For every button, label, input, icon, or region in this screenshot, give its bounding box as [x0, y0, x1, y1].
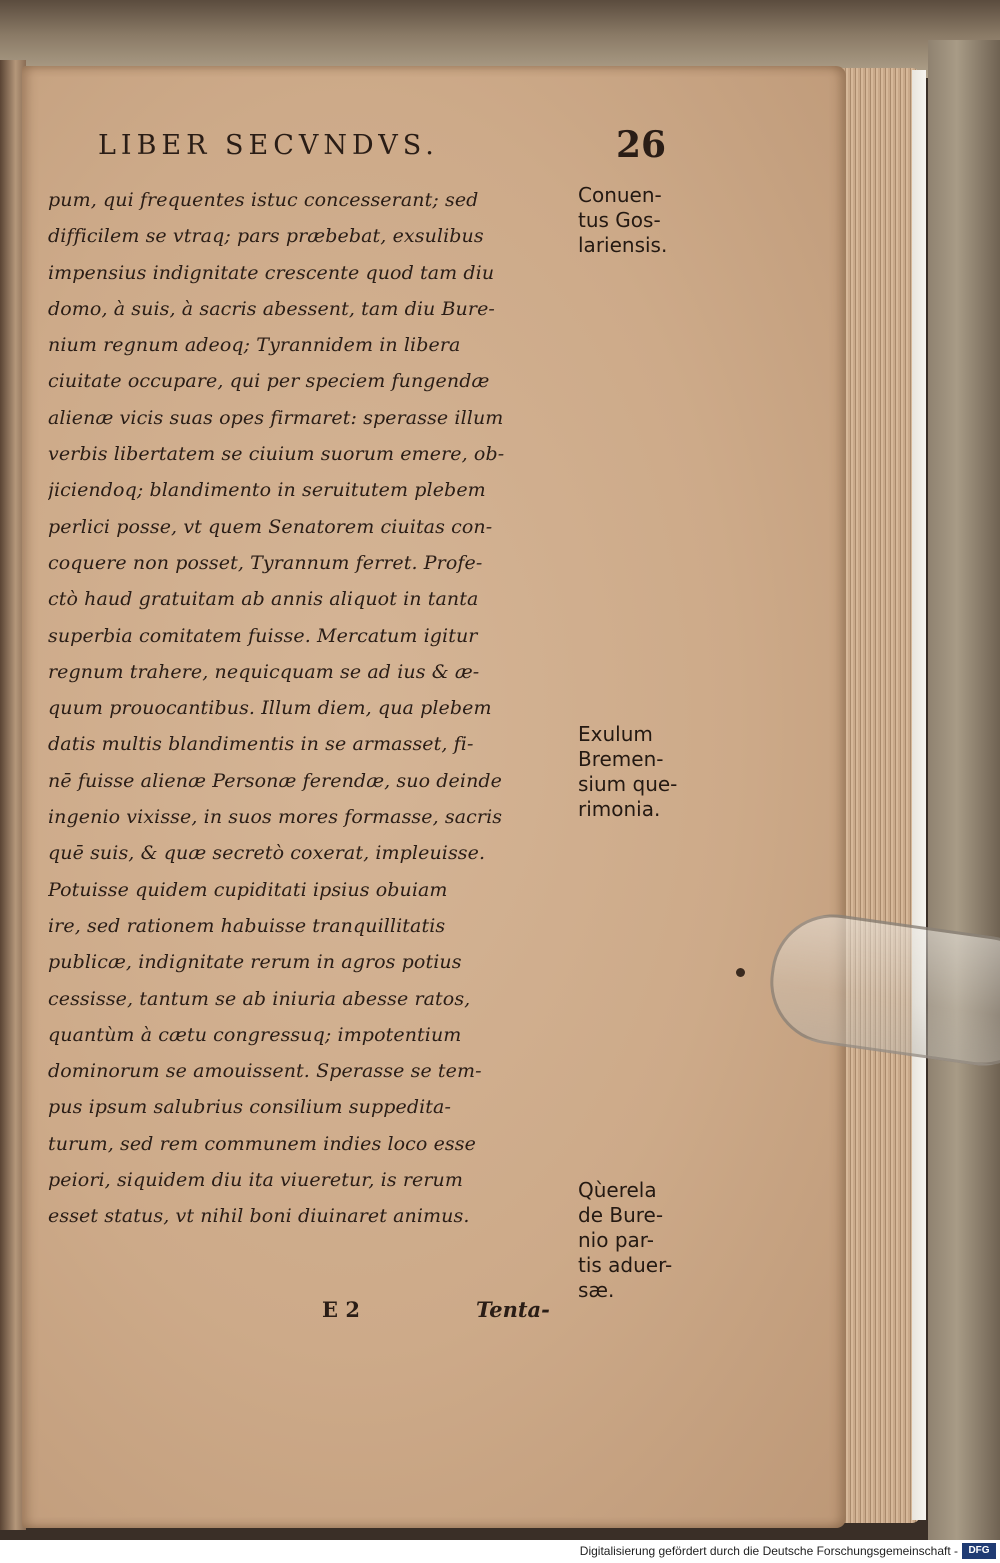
text-line: regnum trahere, nequicquam se ad ius & æ- [48, 660, 480, 683]
marginal-note [578, 1178, 672, 1303]
dfg-logo: DFG [962, 1543, 996, 1559]
page-number: 26 [616, 124, 667, 166]
signature-mark: E 2 [322, 1297, 360, 1322]
marginal-note [578, 183, 667, 258]
text-line: impensius indignitate crescente quod tam diu [48, 261, 495, 284]
note-line: lariensis. [578, 233, 668, 257]
text-line: cessisse, tantum se ab iniuria abesse ratos, [48, 987, 471, 1010]
text-line: pus ipsum salubrius consilium suppedita- [48, 1096, 451, 1119]
book-cover-right [928, 40, 1000, 1540]
paper-edge [912, 70, 926, 1520]
running-title: LIBER SECVNDVS. [98, 130, 439, 161]
text-line: verbis libertatem se ciuium suorum emere, ob- [48, 443, 505, 466]
text-line: Potuisse quidem cupiditati ipsius obuiam [48, 878, 448, 901]
text-line: alienæ vicis suas opes firmaret: sperasse illum [48, 406, 504, 429]
text-line: quum prouocantibus. Illum diem, qua plebem [48, 697, 492, 720]
text-line: ingenio vixisse, in suos mores formasse, sacris [48, 806, 503, 829]
note-line: Exulum [578, 722, 653, 746]
note-line: tis aduer- [578, 1253, 673, 1277]
body-text [48, 182, 570, 1235]
note-line: Qùerela [578, 1178, 657, 1202]
text-line: peiori, siquidem diu ita viueretur, is rerum [48, 1169, 464, 1192]
text-line: nē fuisse alienæ Personæ ferendæ, suo deinde [48, 769, 503, 792]
catchword: Tenta- [476, 1297, 550, 1322]
text-line: pum, qui frequentes istuc concesserant; sed [48, 189, 479, 211]
text-line: publicæ, indignitate rerum in agros potius [48, 951, 462, 974]
text-line: datis multis blandimentis in se armasset, fi- [48, 733, 474, 756]
note-line: sæ. [578, 1278, 615, 1302]
text-line: domo, à suis, à sacris abessent, tam diu Bure- [48, 297, 495, 320]
note-line: sium que- [578, 772, 678, 796]
ink-dot [736, 968, 745, 977]
text-line: jiciendoq; blandimento in seruitutem plebem [48, 479, 486, 502]
footer-credit: Digitalisierung gefördert durch die Deutsche Forschungsgemeinschaft - [579, 1544, 958, 1558]
note-line: Bremen- [578, 747, 664, 771]
note-line: Conuen- [578, 183, 662, 207]
text-line: perlici posse, vt quem Senatorem ciuitas con- [48, 515, 493, 538]
note-line: tus Gos- [578, 208, 661, 232]
text-line: ciuitate occupare, qui per speciem fungendæ [48, 370, 490, 393]
text-line: turum, sed rem communem indies loco esse [48, 1132, 476, 1155]
text-line: superbia comitatem fuisse. Mercatum igitur [48, 624, 478, 647]
note-line: nio par- [578, 1228, 654, 1252]
text-line: quantùm à cætu congressuq; impotentium [48, 1023, 462, 1046]
text-line: ctò haud gratuitam ab annis aliquot in tanta [48, 588, 479, 611]
note-line: de Bure- [578, 1203, 664, 1227]
footer-bar [0, 1540, 1000, 1563]
text-line: coquere non posset, Tyrannum ferret. Profe- [48, 551, 483, 574]
text-line: difficilem se vtraq; pars præbebat, exsulibus [48, 225, 484, 248]
page-block-edges [838, 68, 920, 1523]
text-line: quē suis, & quæ secretò coxerat, impleuisse. [48, 842, 486, 865]
text-line: nium regnum adeoq; Tyrannidem in libera [48, 334, 461, 357]
text-line: ire, sed rationem habuisse tranquillitatis [48, 914, 446, 937]
note-line: rimonia. [578, 797, 661, 821]
marginal-note [578, 722, 677, 822]
text-line: dominorum se amouissent. Sperasse se tem- [48, 1060, 482, 1083]
text-line: esset status, vt nihil boni diuinaret animus. [48, 1205, 470, 1228]
